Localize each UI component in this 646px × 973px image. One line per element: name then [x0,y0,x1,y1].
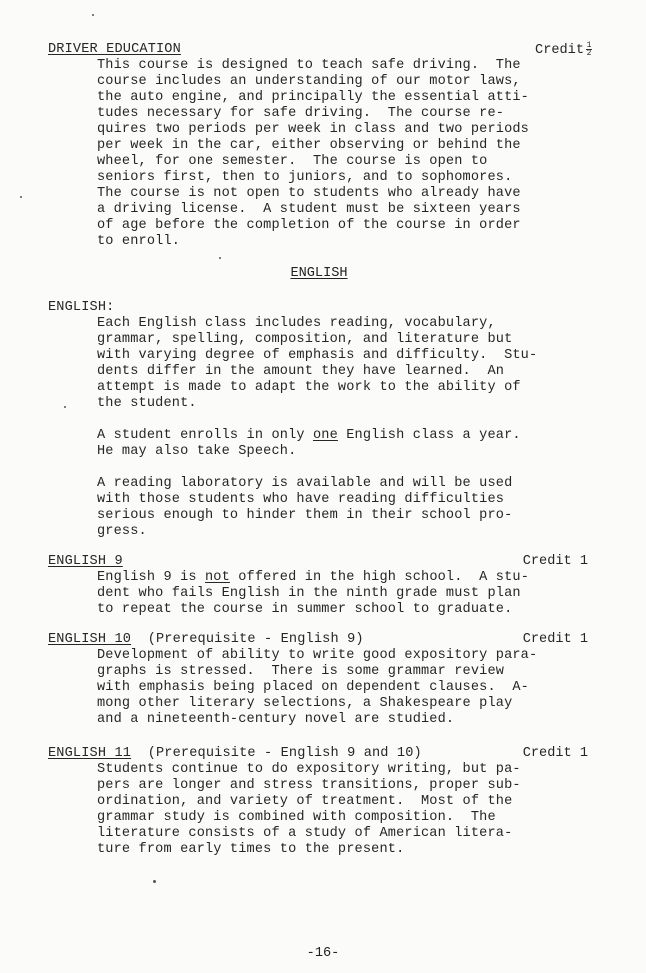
credit-numerator: 1 [586,41,592,50]
english10-heading-line [48,632,364,648]
english11-credit: Credit 1 [522,746,588,761]
english-intro-line: attempt is made to adapt the work to the ability of [97,380,521,395]
scan-speck [219,257,221,259]
driver-ed-line: to enroll. [97,234,181,249]
driver-ed-line: quires two periods per week in class and two periods [97,122,529,137]
english11-line: ture from early times to the present. [97,842,405,857]
driver-ed-line: seniors first, then to juniors, and to sophomores. [97,170,513,185]
english-speech-line: He may also take Speech. [97,444,297,459]
english-intro-line: Each English class includes reading, vocabulary, [97,316,496,331]
english10-line: Development of ability to write good expository para- [97,648,538,663]
english10-heading: ENGLISH 10 [48,632,132,647]
scan-speck [20,196,22,198]
english-intro-line: grammar, spelling, composition, and literature but [97,332,513,347]
driver-education-credit [535,42,592,59]
reading-lab-line: with those students who have reading difficulties [97,492,505,507]
driver-ed-line: the auto engine, and principally the essential atti- [97,90,529,105]
english-enroll-line [97,428,521,444]
english9-text-pre: English 9 is [97,570,205,585]
english10-line: with emphasis being placed on dependent clauses. A- [97,680,529,695]
english11-heading-line [48,746,422,762]
english10-prereq: (Prerequisite - English 9) [131,632,364,647]
scan-speck [92,14,94,16]
english10-line: graphs is stressed. There is some grammar review [97,664,505,679]
english9-line [97,570,529,586]
enroll-text-post: English class a year. [337,428,521,443]
english9-line: to repeat the course in summer school to graduate. [97,602,513,617]
english11-line: Students continue to do expository writing, but pa- [97,762,521,777]
scan-speck [64,406,66,408]
english10-line: mong other literary selections, a Shakespeare play [97,696,513,711]
english9-heading: ENGLISH 9 [48,554,123,569]
english11-line: ordination, and variety of treatment. Most of the [97,794,513,809]
reading-lab-line: A reading laboratory is available and will be used [97,476,513,491]
english11-line: grammar study is combined with composition. The [97,810,496,825]
english9-emphasis: not [205,570,230,585]
page-number: -16- [306,946,340,961]
section-title: ENGLISH [290,266,348,281]
english11-line: literature consists of a study of American litera- [97,826,513,841]
driver-ed-line: per week in the car, either observing or behind the [97,138,521,153]
english-intro-heading: ENGLISH: [48,300,115,315]
driver-education-heading: DRIVER EDUCATION [48,42,181,57]
english11-heading: ENGLISH 11 [48,746,132,761]
english10-line: and a nineteenth-century novel are studied. [97,712,455,727]
enroll-emphasis: one [313,428,338,443]
scan-speck [153,880,156,883]
credit-fraction [586,42,592,57]
reading-lab-line: gress. [97,524,147,539]
driver-ed-line: tudes necessary for safe driving. The course re- [97,106,505,121]
driver-ed-line: This course is designed to teach safe driving. The [97,58,521,73]
credit-label: Credit [535,43,584,59]
credit-denominator: 2 [586,49,592,58]
driver-ed-line: course includes an understanding of our motor laws, [97,74,521,89]
english-intro-line: with varying degree of emphasis and difficulty. Stu- [97,348,538,363]
english10-credit: Credit 1 [522,632,588,647]
driver-ed-line: wheel, for one semester. The course is open to [97,154,488,169]
driver-ed-line: The course is not open to students who already have [97,186,521,201]
enroll-text-pre: A student enrolls in only [97,428,313,443]
english9-line: dent who fails English in the ninth grade must plan [97,586,521,601]
english9-credit: Credit 1 [522,554,588,569]
english11-line: pers are longer and stress transitions, proper sub- [97,778,521,793]
english11-prereq: (Prerequisite - English 9 and 10) [131,746,422,761]
english-intro-line: dents differ in the amount they have learned. An [97,364,505,379]
english-intro-line: the student. [97,396,197,411]
driver-ed-line: of age before the completion of the course in order [97,218,521,233]
english9-text-post: offered in the high school. A stu- [229,570,530,585]
reading-lab-line: serious enough to hinder them in their school pro- [97,508,513,523]
driver-ed-line: a driving license. A student must be sixteen years [97,202,521,217]
